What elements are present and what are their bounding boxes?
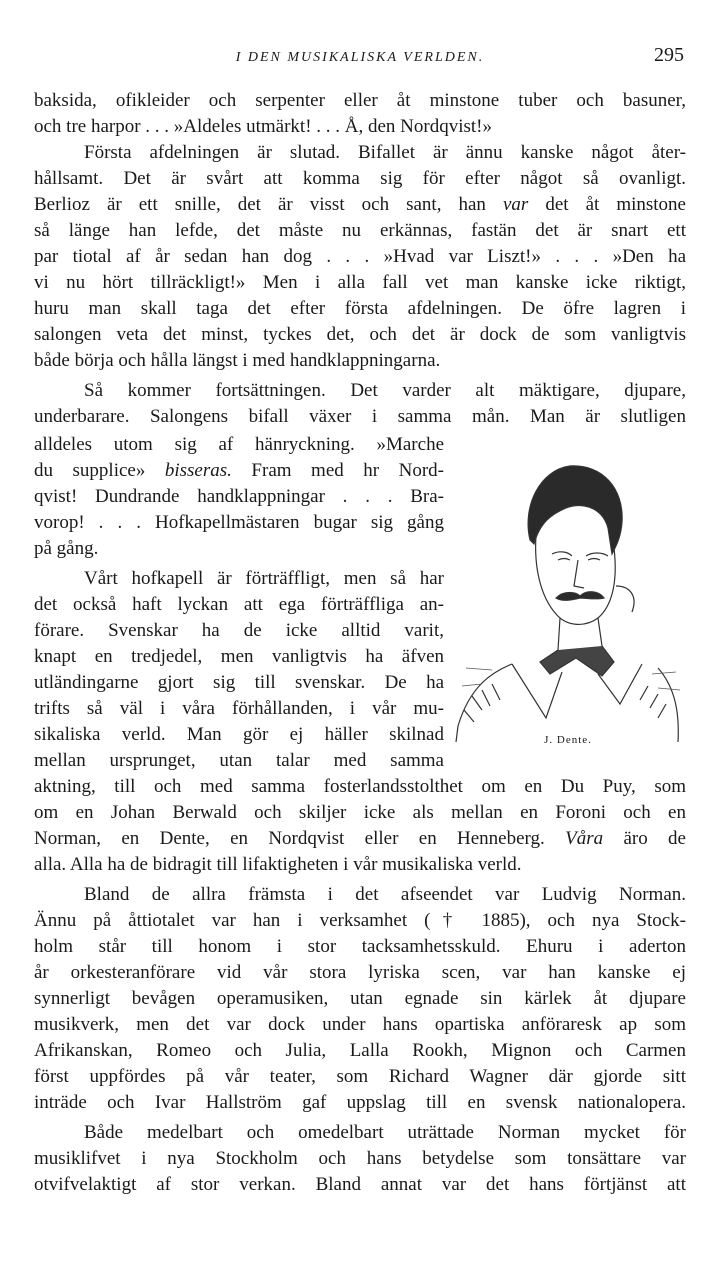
text-line: hållsamt. Det är svårt att komma sig för efter något så ovanligt. [34, 168, 686, 189]
text-line: sikaliska verld. Man gör ej häller skilnad [34, 724, 444, 745]
text-line: Både medelbart och omedelbart uträttade Norman mycket för [84, 1122, 686, 1143]
text-line: inträde och Ivar Hallström gaf uppslag till en svensk nationalopera. [34, 1092, 686, 1113]
portrait-engraving [452, 436, 684, 756]
text-line: huru man skall taga det efter första afdelningen. De öfre lagren i [34, 298, 686, 319]
text-line: aktning, till och med samma fosterlandsstolthet om en Du Puy, som [34, 776, 686, 797]
text-line: Afrikanskan, Romeo och Julia, Lalla Rookh, Mignon och Carmen [34, 1040, 686, 1061]
text-line: alla. Alla ha de bidragit till lifaktigheten i vår musikaliska verld. [34, 854, 522, 875]
text-span: Fram med hr Nord- [231, 460, 444, 481]
text-line: salongen veta det minst, tyckes det, och det är dock de som vanligtvis [34, 324, 686, 345]
portrait-caption: J. Dente. [544, 734, 592, 746]
text-line: musikverk, men det var dock under hans opartiska anföraresk ap som [34, 1014, 686, 1035]
text-span: du supplice» [34, 460, 165, 481]
text-line: otvifvelaktigt af stor verkan. Bland annat var det hans förtjänst att [34, 1174, 686, 1195]
text-line [34, 192, 686, 218]
text-span: Berlioz är ett snille, det är visst och sant, han [34, 194, 503, 215]
text-line: underbarare. Salongens bifall växer i samma mån. Man är slutligen [34, 406, 686, 427]
text-line: Bland de allra främsta i det afseendet var Ludvig Norman. [84, 884, 686, 905]
text-line: om en Johan Berwald och skiljer icke als mellan en Foroni och en [34, 802, 686, 823]
running-title: I DEN MUSIKALISKA VERLDEN. [235, 50, 485, 65]
text-line: knapt en tredjedel, men vanligtvis ha äfven [34, 646, 444, 667]
text-line: både börja och hålla längst i med handklappningarna. [34, 350, 441, 371]
text-line: Ännu på åttiotalet var han i verksamhet († 1885), och nya Stock- [34, 910, 686, 931]
page-header [34, 44, 686, 74]
text-line: först uppfördes på vår teater, som Richard Wagner där gjorde sitt [34, 1066, 686, 1087]
text-line: synnerligt bevågen operamusiken, utan egnade sin kärlek åt djupare [34, 988, 686, 1009]
text-line: trifts så väl i våra förhållanden, i vår mu- [34, 698, 444, 719]
text-line: Så kommer fortsättningen. Det varder alt mäktigare, djupare, [84, 380, 686, 401]
text-line: par tiotal af år sedan han dog . . . »Hvad var Liszt!» . . . »Den ha [34, 246, 686, 267]
text-span: det åt minstone [528, 194, 686, 215]
emphasis: var [502, 194, 529, 215]
text-line [34, 458, 444, 484]
text-line: Vårt hofkapell är förträffligt, men så har [84, 568, 444, 589]
text-line: Första afdelningen är slutad. Bifallet är ännu kanske något åter- [84, 142, 686, 163]
text-line: mellan ursprunget, utan talar med samma [34, 750, 444, 771]
emphasis: bisseras. [164, 460, 232, 481]
emphasis: Våra [565, 828, 604, 849]
text-span: äro de [603, 828, 686, 849]
text-line: holm står till honom i stor tacksamhetsskuld. Ehuru i aderton [34, 936, 686, 957]
text-line: musiklifvet i nya Stockholm och hans betydelse som tonsättare var [34, 1148, 686, 1169]
text-line: det också haft lyckan att ega förträffliga an- [34, 594, 444, 615]
text-line: utländingarne gjort sig till svenskar. De ha [34, 672, 444, 693]
text-line: qvist! Dundrande handklappningar . . . Bra- [34, 486, 444, 507]
text-line: alldeles utom sig af hänryckning. »Marche [34, 434, 444, 455]
page-number: 295 [654, 44, 684, 66]
text-line [34, 826, 686, 852]
text-line: så länge han lefde, det måste nu erkännas, fastän det är snart ett [34, 220, 686, 241]
text-line: vorop! . . . Hofkapellmästaren bugar sig gång [34, 512, 444, 533]
text-line: år orkesteranförare vid vår stora lyriska scen, var han kanske ej [34, 962, 686, 983]
text-line: förare. Svenskar ha de icke alltid varit, [34, 620, 444, 641]
text-line: på gång. [34, 538, 99, 559]
text-line: och tre harpor . . . »Aldeles utmärkt! . . . Å, den Nordqvist!» [34, 116, 493, 137]
text-span: Norman, en Dente, en Nordqvist eller en Henneberg. [34, 828, 566, 849]
text-line: vi nu hört tillräckligt!» Men i alla fall vet man kanske icke riktigt, [34, 272, 686, 293]
text-line: baksida, ofikleider och serpenter eller åt minstone tuber och basuner, [34, 90, 686, 111]
